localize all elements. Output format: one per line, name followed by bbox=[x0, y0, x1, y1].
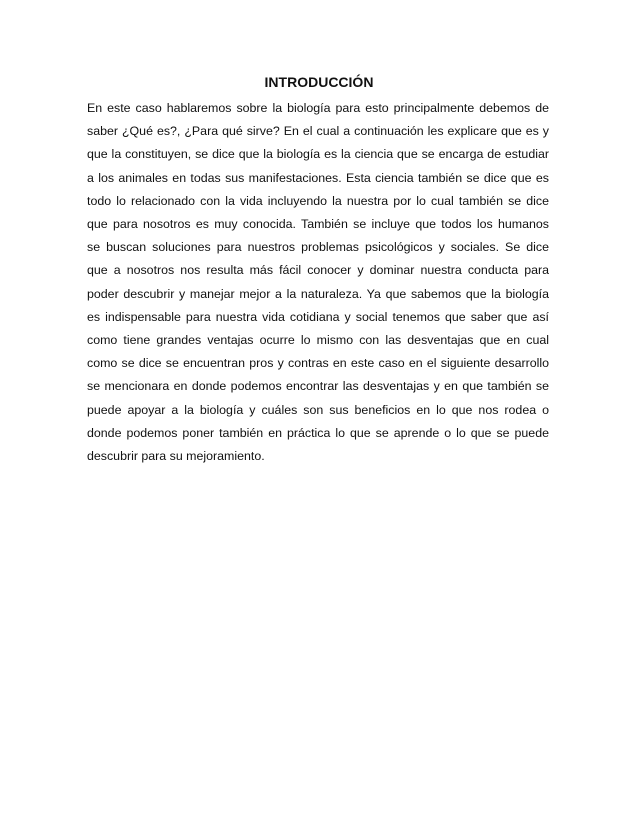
paragraph-line: En este caso hablaremos sobre la biología para esto principalmente debemos de bbox=[87, 101, 549, 115]
paragraph-line: es indispensable para nuestra vida cotidiana y social tenemos que saber que así bbox=[87, 309, 549, 324]
paragraph-line: a los animales en todas sus manifestaciones. Esta ciencia también se dice que es bbox=[87, 170, 549, 185]
paragraph-line: poder descubrir y manejar mejor a la naturaleza. Ya que sabemos que la biología bbox=[87, 286, 549, 301]
paragraph-line: todo lo relacionado con la vida incluyendo la nuestra por lo cual también se dice bbox=[87, 193, 549, 208]
paragraph-line: como tiene grandes ventajas ocurre lo mismo con las desventajas que en cual bbox=[87, 333, 549, 348]
paragraph-line: descubrir para su mejoramiento. bbox=[87, 449, 265, 464]
introduction-paragraph bbox=[87, 97, 549, 468]
paragraph-line: que la constituyen, se dice que la biología es la ciencia que se encarga de estudiar bbox=[87, 147, 549, 162]
paragraph-line: que para nosotros es muy conocida. También se incluye que todos los humanos bbox=[87, 217, 549, 232]
page-title: INTRODUCCIÓN bbox=[264, 74, 374, 90]
paragraph-line: puede apoyar a la biología y cuáles son sus beneficios en lo que nos rodea o bbox=[87, 402, 549, 417]
paragraph-line: se buscan soluciones para nuestros problemas psicológicos y sociales. Se dice bbox=[87, 240, 549, 255]
paragraph-line: se mencionara en donde podemos encontrar las desventajas y en que también se bbox=[87, 379, 549, 394]
paragraph-line: como se dice se encuentran pros y contras en este caso en el siguiente desarrollo bbox=[87, 356, 549, 371]
paragraph-line: saber ¿Qué es?, ¿Para qué sirve? En el cual a continuación les explicare que es y bbox=[87, 124, 549, 139]
paragraph-line: donde podemos poner también en práctica lo que se aprende o lo que se puede bbox=[87, 425, 549, 440]
paragraph-line: que a nosotros nos resulta más fácil conocer y dominar nuestra conducta para bbox=[87, 263, 549, 278]
